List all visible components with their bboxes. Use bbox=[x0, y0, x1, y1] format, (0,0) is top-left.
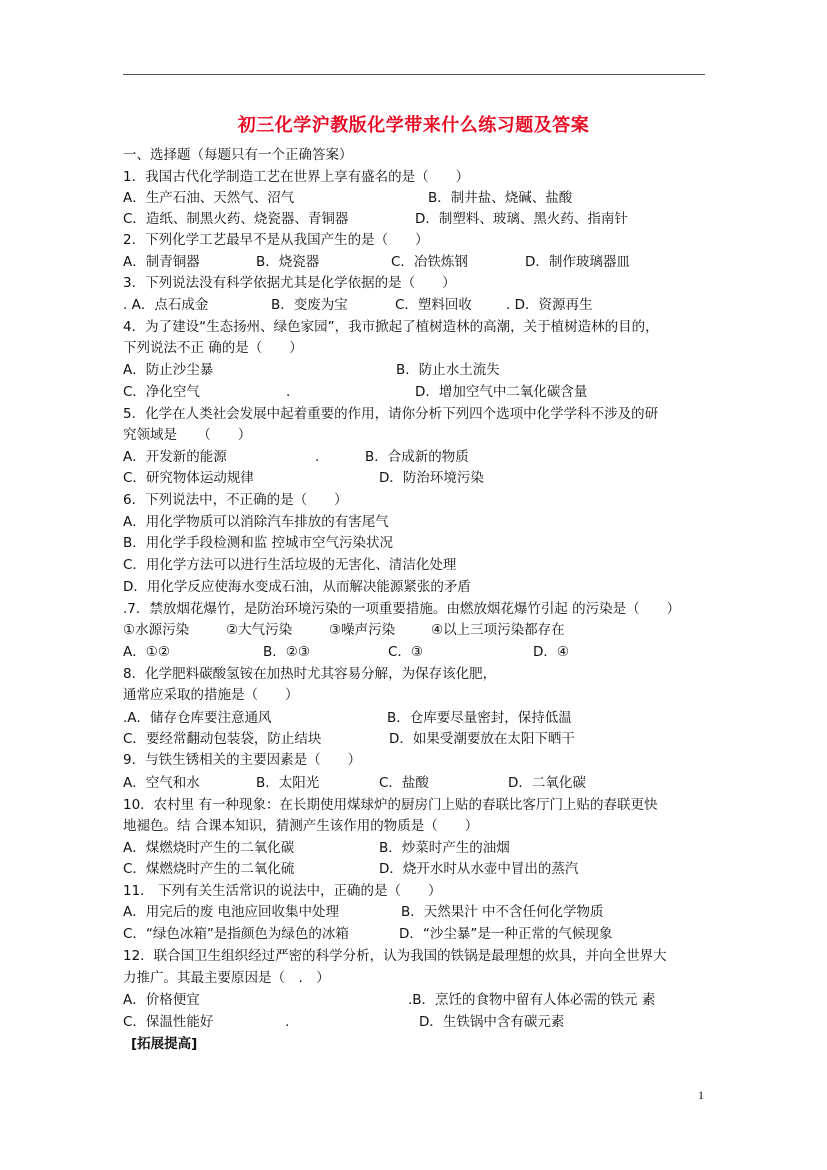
document-title: 初三化学沪教版化学带来什么练习题及答案 bbox=[237, 115, 590, 136]
header-rule bbox=[123, 74, 705, 75]
page-number: 1 bbox=[698, 1088, 704, 1102]
